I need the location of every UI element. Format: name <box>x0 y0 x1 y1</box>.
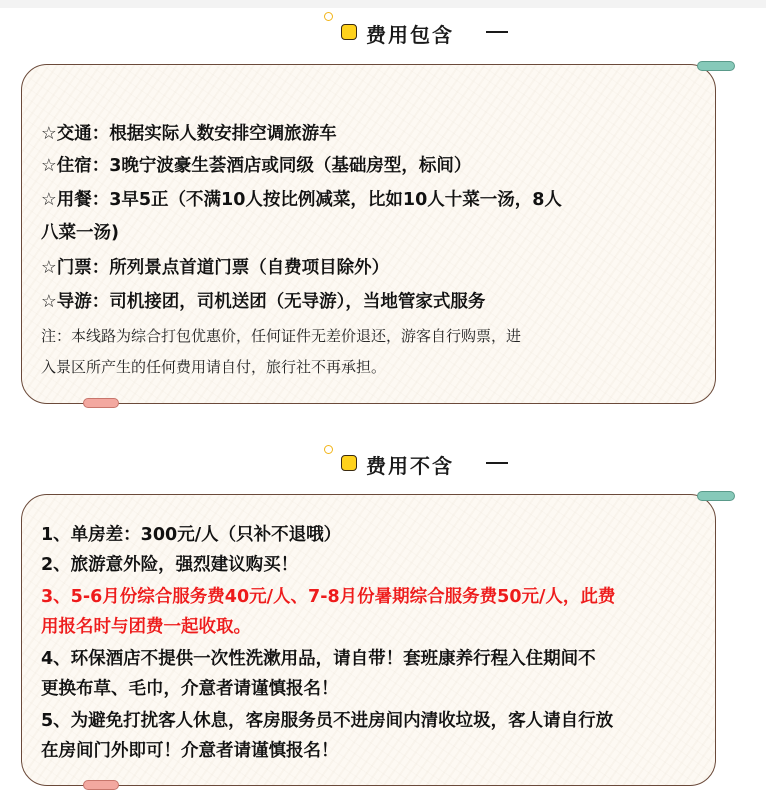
header-square-icon <box>341 455 357 471</box>
excluded-line-toiletries-cont: 更换布草、毛巾，介意者请谨慎报名！ <box>41 679 339 699</box>
decor-teal-pill <box>697 491 735 501</box>
included-note-line-2: 入景区所产生的任何费用请自付，旅行社不再承担。 <box>41 358 387 376</box>
excluded-line-insurance: 2、旅游意外险，强烈建议购买！ <box>41 555 299 575</box>
included-line-guide: ☆导游：司机接团，司机送团（无导游），当地管家式服务 <box>41 292 486 312</box>
header-dash <box>486 462 508 464</box>
header-square-icon <box>341 24 357 40</box>
excluded-line-single-room: 1、单房差：300元/人（只补不退哦） <box>41 525 342 545</box>
decor-pink-pill <box>83 398 119 408</box>
header-dot-icon <box>324 12 333 21</box>
included-line-meals-cont: 八菜一汤) <box>41 223 119 243</box>
header-dash <box>486 31 508 33</box>
excluded-section-header <box>0 445 766 485</box>
included-line-meals: ☆用餐：3早5正（不满10人按比例减菜，比如10人十菜一汤，8人 <box>41 190 562 210</box>
included-line-tickets: ☆门票：所列景点首道门票（自费项目除外） <box>41 258 390 278</box>
decor-teal-pill <box>697 61 735 71</box>
included-line-hotel: ☆住宿：3晚宁波豪生荟酒店或同级（基础房型，标间） <box>41 156 472 176</box>
excluded-line-service-fee-cont: 用报名时与团费一起收取。 <box>41 617 251 637</box>
excluded-card <box>21 494 716 786</box>
top-divider-strip <box>0 0 766 8</box>
excluded-line-toiletries: 4、环保酒店不提供一次性洗漱用品，请自带！套班康养行程入住期间不 <box>41 649 596 669</box>
included-line-transport: ☆交通：根据实际人数安排空调旅游车 <box>41 124 337 144</box>
included-title: 费用包含 <box>366 23 454 47</box>
included-card <box>21 64 716 404</box>
included-section-header <box>0 12 766 52</box>
decor-pink-pill <box>83 780 119 790</box>
excluded-line-housekeeping-cont: 在房间门外即可！介意者请谨慎报名！ <box>41 741 339 761</box>
excluded-title: 费用不含 <box>366 454 454 478</box>
header-dot-icon <box>324 445 333 454</box>
excluded-line-housekeeping: 5、为避免打扰客人休息，客房服务员不进房间内清收垃圾，客人请自行放 <box>41 711 614 731</box>
included-note-line-1: 注：本线路为综合打包优惠价，任何证件无差价退还，游客自行购票，进 <box>41 327 522 345</box>
excluded-line-service-fee: 3、5-6月份综合服务费40元/人、7-8月份暑期综合服务费50元/人，此费 <box>41 587 616 607</box>
